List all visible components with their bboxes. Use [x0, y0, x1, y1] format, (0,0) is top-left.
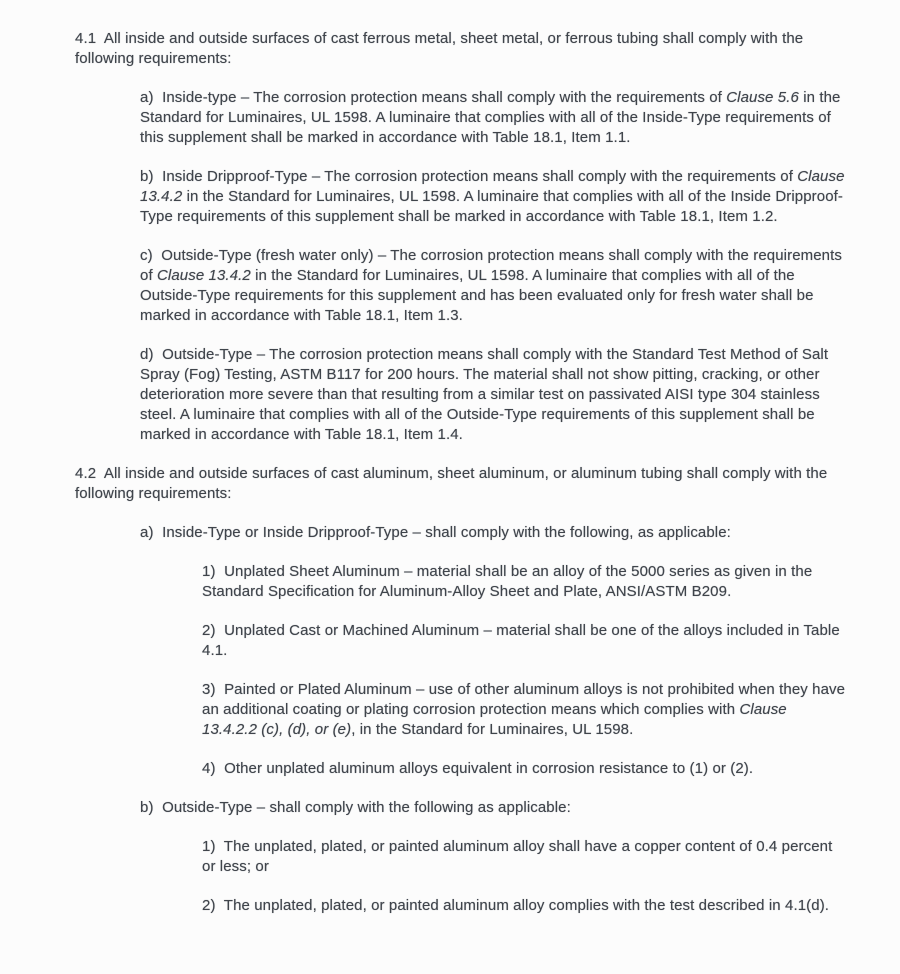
text-segment: in the Standard for Luminaires, UL 1598. A luminaire that complies with all of the Outside-Type requirements for this supplement and has been evaluated only for fresh water shall be marked in accordance with Table 18.1, Item 1.3.	[140, 267, 818, 324]
italic-text-segment: Clause 13.4.2	[156, 267, 251, 284]
paragraph-clause-4-1-item-c	[0, 246, 846, 326]
paragraph-clause-4-1	[0, 29, 846, 69]
paragraph-clause-4-2-item-b-1	[0, 837, 846, 877]
italic-text-segment: Clause 5.6	[726, 89, 799, 106]
text-segment: 1) The unplated, plated, or painted aluminum alloy shall have a copper content of 0.4 percent or less; or	[202, 838, 837, 875]
paragraph-clause-4-2-item-a-3	[0, 680, 850, 740]
text-segment: b) Inside Dripproof-Type – The corrosion protection means shall comply with the requirements of	[140, 168, 798, 185]
paragraph-clause-4-2-item-b-2	[0, 896, 846, 916]
paragraph-clause-4-1-item-d	[0, 345, 846, 445]
text-segment: b) Outside-Type – shall comply with the following as applicable:	[140, 799, 571, 816]
italic-text-segment: Clause 13.4.2.2 (c), (d), or (e)	[202, 701, 792, 738]
paragraph-clause-4-2	[0, 464, 846, 504]
text-segment: 4.1 All inside and outside surfaces of cast ferrous metal, sheet metal, or ferrous tubing shall comply with the following requirements:	[75, 30, 808, 67]
text-segment: in the Standard for Luminaires, UL 1598. A luminaire that complies with all of the Inside-Type requirements of this supplement shall be marked in accordance with Table 18.1, Item 1.1.	[140, 89, 845, 146]
text-segment: 4.2 All inside and outside surfaces of cast aluminum, sheet aluminum, or aluminum tubing shall comply with the following requirements:	[75, 465, 832, 502]
paragraph-clause-4-2-item-b	[0, 798, 846, 818]
text-segment: in the Standard for Luminaires, UL 1598. A luminaire that complies with all of the Inside Dripproof-Type requirements of this supplement shall be marked in accordance with Table 18.1, Item 1.2.	[140, 188, 844, 225]
paragraph-clause-4-1-item-b	[0, 167, 849, 227]
text-segment: 1) Unplated Sheet Aluminum – material shall be an alloy of the 5000 series as given in the Standard Specification for Aluminum-Alloy Sheet and Plate, ANSI/ASTM B209.	[202, 563, 817, 600]
paragraph-clause-4-2-item-a-1	[0, 562, 846, 602]
text-segment: 3) Painted or Plated Aluminum – use of other aluminum alloys is not prohibited when they have an additional coating or plating corrosion protection means which complies with	[202, 681, 850, 718]
text-segment: 2) The unplated, plated, or painted aluminum alloy complies with the test described in 4.1(d).	[202, 897, 830, 914]
text-segment: 4) Other unplated aluminum alloys equivalent in corrosion resistance to (1) or (2).	[202, 760, 754, 777]
paragraph-clause-4-1-item-a	[0, 88, 846, 148]
text-segment: a) Inside-Type or Inside Dripproof-Type – shall comply with the following, as applicable:	[140, 524, 731, 541]
paragraph-clause-4-2-item-a-4	[0, 759, 846, 779]
text-segment: a) Inside-type – The corrosion protection means shall comply with the requirements of	[140, 89, 727, 106]
text-segment: , in the Standard for Luminaires, UL 1598.	[351, 721, 634, 738]
paragraph-clause-4-2-item-a-2	[0, 621, 846, 661]
paragraph-clause-4-2-item-a	[0, 523, 846, 543]
italic-text-segment: Clause 13.4.2	[140, 168, 849, 205]
text-segment: 2) Unplated Cast or Machined Aluminum – material shall be one of the alloys included in Table 4.1.	[202, 622, 845, 659]
text-segment: d) Outside-Type – The corrosion protection means shall comply with the Standard Test Method of Salt Spray (Fog) Testing, ASTM B117 for 200 hours. The material shall not show pitting, cracking, or other deterioration more severe than that resulting from a similar test on passivated AISI type 304 stainless steel. A luminaire that complies with all of the Outside-Type requirements of this supplement shall be marked in accordance with Table 18.1, Item 1.4.	[140, 346, 833, 443]
text-segment: c) Outside-Type (fresh water only) – The corrosion protection means shall comply with the requirements of	[140, 247, 847, 284]
